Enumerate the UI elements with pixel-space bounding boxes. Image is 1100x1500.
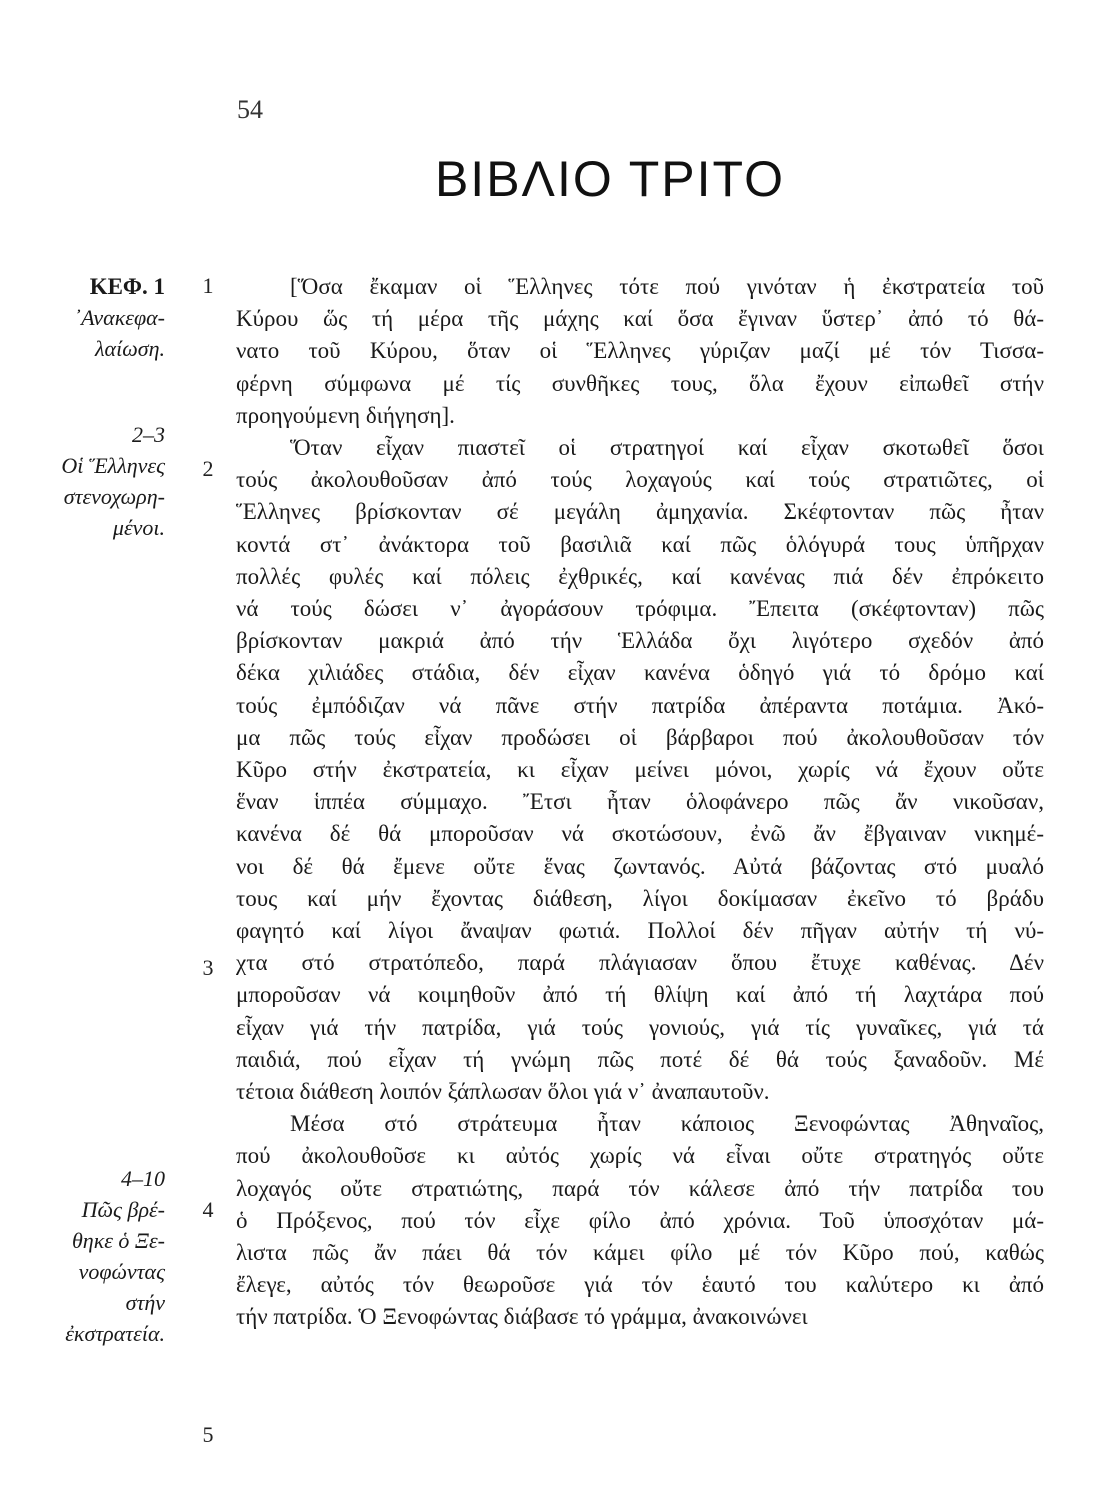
margin-note-2-3 (61, 419, 165, 543)
margin-note-line: μένοι. (112, 515, 165, 540)
chapter-label: ΚΕΦ. 1 (89, 274, 165, 299)
text-line: λοχαγός οὔτε στρατιώτης, παρά τόν κάλεσε ἀπό τήν πατρίδα του (236, 1175, 1044, 1201)
text-line: βρίσκονταν μακριά ἀπό τήν Ἑλλάδα ὄχι λιγότερο σχεδόν ἀπό (236, 628, 1044, 654)
paragraph-number: 5 (202, 1422, 214, 1447)
margin-note-line: λαίωση. (95, 336, 165, 361)
text-line: πού ἀκολουθοῦσε κι αὐτός χωρίς νά εἶναι οὔτε στρατηγός οὔτε (236, 1143, 1044, 1169)
text-line: τούς ἀκολουθοῦσαν ἀπό τούς λοχαγούς καί τούς στρατιῶτες, οἱ (236, 467, 1044, 493)
text-line: μα πῶς τούς εἶχαν προδώσει οἱ βάρβαροι πού ἀκολουθοῦσαν τόν (236, 724, 1044, 750)
margin-note-range: 2–3 (132, 422, 165, 447)
text-line: νά τούς δώσει ν᾿ ἀγοράσουν τρόφιμα. Ἔπειτα (σκέφτονταν) πῶς (236, 596, 1044, 621)
margin-note-chapter (74, 271, 165, 364)
text-line: ἕναν ἱππέα σύμμαχο. Ἔτσι ἦταν ὁλοφάνερο πῶς ἄν νικοῦσαν, (236, 789, 1044, 815)
margin-note-line: στήν (125, 1290, 165, 1315)
margin-note-line: νοφώντας (78, 1259, 165, 1284)
text-line: φέρνη σύμφωνα μέ τίς συνθῆκες τους, ὅλα ἔχουν εἰπωθεῖ στήν (236, 370, 1044, 396)
text-line: τους καί μήν ἔχοντας διάθεση, λίγοι δοκίμασαν ἐκεῖνο τό βράδυ (236, 885, 1044, 911)
text-line: χτα στό στρατόπεδο, παρά πλάγιασαν ὅπου ἔτυχε καθένας. Δέν (236, 950, 1044, 976)
margin-note-line: Οἱ Ἕλληνες (61, 453, 165, 478)
margin-note-range: 4–10 (121, 1166, 165, 1191)
text-line: [Ὅσα ἔκαμαν οἱ Ἕλληνες τότε πού γινόταν ἡ ἐκστρατεία τοῦ (290, 274, 1044, 299)
text-line: Κῦρο στήν ἐκστρατεία, κι εἶχαν μείνει μόνοι, χωρίς νά ἔχουν οὔτε (236, 757, 1044, 782)
text-line: προηγούμενη διήγηση]. (236, 402, 455, 428)
text-line: ὁ Πρόξενος, πού τόν εἶχε φίλο ἀπό χρόνια. Τοῦ ὑποσχόταν μά- (236, 1207, 1044, 1233)
text-line: δέκα χιλιάδες στάδια, δέν εἶχαν κανένα ὁδηγό γιά τό δρόμο καί (236, 660, 1044, 686)
text-line: εἶχαν γιά τήν πατρίδα, γιά τούς γονιούς, γιά τίς γυναῖκες, γιά τά (236, 1014, 1044, 1040)
text-line: νοι δέ θά ἔμενε οὔτε ἕνας ζωντανός. Αὐτά βάζοντας στό μυαλό (236, 853, 1044, 879)
text-line: παιδιά, πού εἶχαν τή γνώμη πῶς ποτέ δέ θά τούς ξαναδοῦν. Μέ (236, 1046, 1044, 1072)
paragraph-number: 4 (202, 1197, 214, 1222)
text-line: Ἕλληνες βρίσκονταν σέ μεγάλη ἀμηχανία. Σκέφτονταν πῶς ἦταν (236, 499, 1044, 525)
margin-note-line: Πῶς βρέ- (81, 1197, 165, 1222)
text-line: κανένα δέ θά μποροῦσαν νά σκοτώσουν, ἐνῶ ἄν ἔβγαιναν νικημέ- (236, 821, 1044, 847)
paragraph-number: 1 (202, 273, 214, 298)
text-line: Μέσα στό στράτευμα ἦταν κάποιος Ξενοφώντας Ἀθηναῖος, (290, 1111, 1044, 1137)
text-line: πολλές φυλές καί πόλεις ἐχθρικές, καί κανένας πιά δέν ἐπρόκειτο (236, 563, 1044, 589)
text-line: φαγητό καί λίγοι ἄναψαν φωτιά. Πολλοί δέν πῆγαν αὐτήν τή νύ- (236, 918, 1044, 943)
margin-note-line: στενοχωρη- (63, 484, 165, 509)
margin-note-4-10 (65, 1163, 165, 1349)
text-line: λιστα πῶς ἄν πάει θά τόν κάμει φίλο μέ τόν Κῦρο πού, καθώς (236, 1240, 1044, 1265)
text-line: Κύρου ὥς τή μέρα τῆς μάχης καί ὅσα ἔγιναν ὕστερ᾿ ἀπό τό θά- (236, 306, 1044, 332)
margin-note-line: ᾿Ανακεφα- (73, 305, 165, 330)
text-line: κοντά στ᾿ ἀνάκτορα τοῦ βασιλιᾶ καί πῶς ὁλόγυρά τους ὑπῆρχαν (236, 531, 1044, 557)
text-line: Ὅταν εἶχαν πιαστεῖ οἱ στρατηγοί καί εἶχαν σκοτωθεῖ ὅσοι (290, 435, 1044, 460)
page-number: 54 (237, 95, 263, 124)
paragraph-number: 3 (202, 955, 214, 980)
text-line: τήν πατρίδα. Ὁ Ξενοφώντας διάβασε τό γράμμα, ἀνακοινώνει (236, 1304, 808, 1330)
text-line: νατο τοῦ Κύρου, ὅταν οἱ Ἕλληνες γύριζαν μαζί μέ τόν Τισσα- (236, 338, 1044, 364)
margin-note-line: ἐκστρατεία. (65, 1321, 165, 1346)
book-title: ΒΙΒΛΙΟ ΤΡΙΤΟ (434, 151, 786, 207)
text-line: ἔλεγε, αὐτός τόν θεωροῦσε γιά τόν ἑαυτό του καλύτερο κι ἀπό (236, 1272, 1044, 1298)
text-line: μποροῦσαν νά κοιμηθοῦν ἀπό τή θλίψη καί ἀπό τή λαχτάρα πού (236, 982, 1044, 1008)
paragraph-number: 2 (202, 456, 214, 481)
text-line: τέτοια διάθεση λοιπόν ξάπλωσαν ὅλοι γιά ν᾿ ἀναπαυτοῦν. (236, 1079, 770, 1104)
margin-note-line: θηκε ὁ Ξε- (71, 1228, 165, 1253)
text-line: τούς ἐμπόδιζαν νά πᾶνε στήν πατρίδα ἀπέραντα ποτάμια. Ἀκό- (236, 692, 1044, 718)
